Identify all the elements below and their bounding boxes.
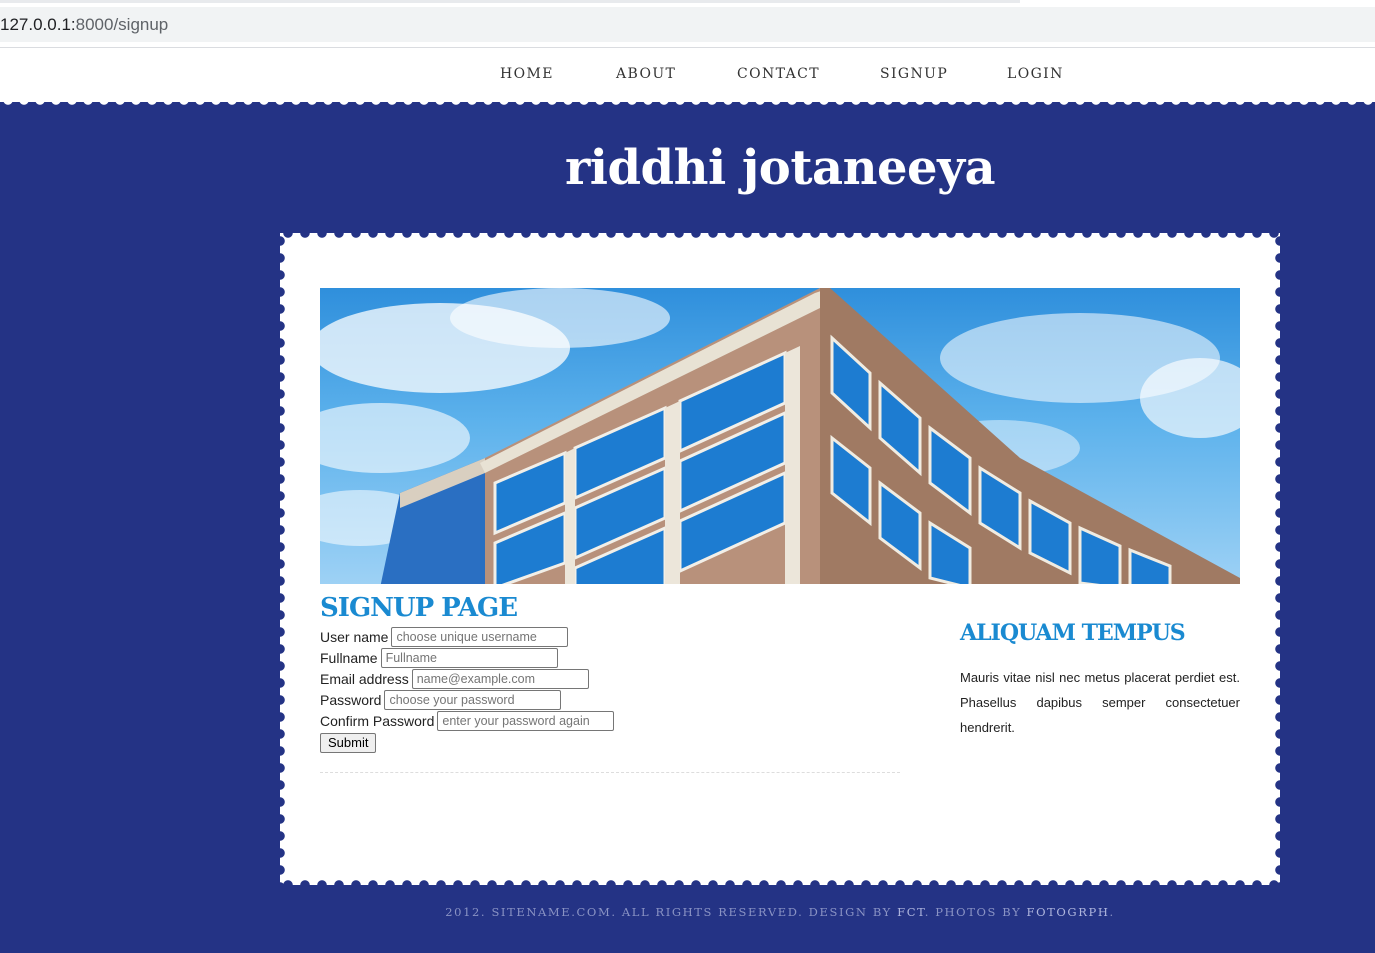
username-label: User name — [320, 628, 389, 645]
hero-building-image — [320, 288, 1240, 588]
footer-text-before: 2012. SITENAME.COM. ALL RIGHTS RESERVED. DESIGN BY — [445, 905, 898, 919]
nav-signup[interactable]: SIGNUP — [880, 66, 949, 82]
url-text[interactable] — [0, 15, 168, 35]
fullname-row — [320, 647, 900, 668]
tab-strip-edge — [0, 0, 1020, 3]
card-edge-bottom — [280, 875, 1280, 885]
footer — [280, 905, 1280, 919]
site-title: riddhi jotaneeya — [564, 140, 996, 196]
confirm-password-input[interactable] — [437, 711, 614, 731]
top-nav — [0, 48, 1375, 102]
fullname-input[interactable] — [381, 648, 558, 668]
url-host: 127.0.0.1: — [0, 15, 76, 34]
email-label: Email address — [320, 670, 409, 687]
card-edge-left — [280, 233, 290, 885]
content-divider — [320, 772, 900, 773]
password-label: Password — [320, 691, 382, 708]
nav-login[interactable]: LOGIN — [1007, 66, 1064, 82]
confirm-password-label: Confirm Password — [320, 712, 435, 729]
signup-form — [320, 626, 900, 752]
card-edge-right — [1270, 233, 1280, 885]
submit-row — [320, 731, 900, 752]
url-path: 8000/signup — [75, 15, 169, 34]
sidebar-text: Mauris vitae nisl nec metus placerat perdiet est. Phasellus dapibus semper consectetuer hendrerit. — [960, 670, 1240, 735]
email-row — [320, 668, 900, 689]
confirm-password-row — [320, 710, 900, 731]
address-bar[interactable] — [0, 7, 1375, 42]
footer-text-middle: . PHOTOS BY — [924, 905, 1027, 919]
username-input[interactable] — [391, 627, 568, 647]
password-row — [320, 689, 900, 710]
username-row — [320, 626, 900, 647]
signup-page-title: SIGNUP PAGE — [320, 593, 518, 623]
browser-bar — [0, 0, 1375, 48]
fullname-label: Fullname — [320, 649, 378, 666]
nav-home[interactable]: HOME — [500, 66, 554, 82]
card-edge-top — [280, 233, 1280, 243]
submit-button[interactable]: Submit — [320, 733, 376, 753]
nav-scallop-edge — [0, 100, 1375, 108]
email-input[interactable] — [412, 669, 589, 689]
nav-contact[interactable]: CONTACT — [737, 66, 820, 82]
sidebar-title: ALIQUAM TEMPUS — [960, 620, 1185, 646]
footer-photos-link[interactable]: FOTOGRPH — [1026, 905, 1110, 919]
password-input[interactable] — [384, 690, 561, 710]
footer-design-link[interactable]: FCT — [897, 905, 925, 919]
content-card — [280, 233, 1280, 885]
nav-list — [0, 66, 1375, 86]
footer-text-after: . — [1109, 905, 1115, 919]
nav-about[interactable]: ABOUT — [616, 66, 677, 82]
building-photo-icon — [320, 288, 1240, 588]
